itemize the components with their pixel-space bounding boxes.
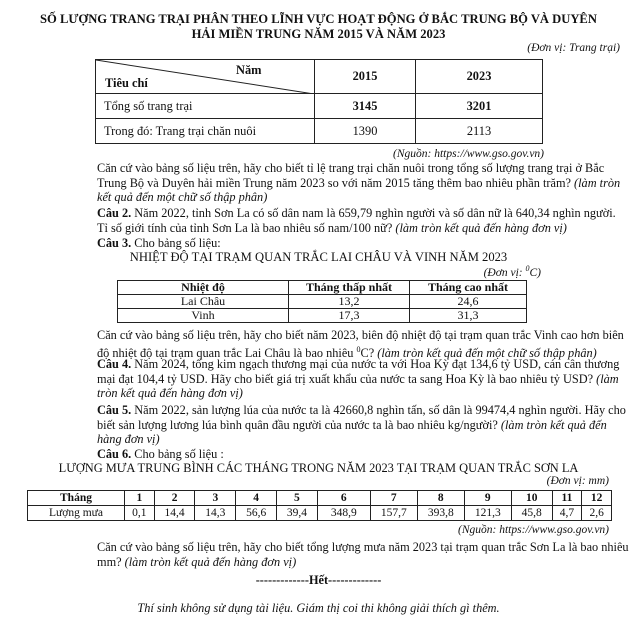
rainfall-table [27,490,612,521]
table3-month-8: 8 [417,491,464,506]
table3-rain-label: Lượng mưa [28,506,125,521]
table3-month-9: 9 [464,491,511,506]
question5-label: Câu 5. [97,403,132,417]
table3-rain-4: 56,6 [236,506,277,521]
question5-line1 [97,403,626,418]
question6-label: Câu 6. [97,447,132,461]
table1-row1-2023: 3201 [416,94,543,119]
question2-text: Năm 2022, tỉnh Sơn La có số dân nam là 659,79 nghìn người và số dân nữ là 640,34 nghìn người. [131,206,616,220]
table3-rain-9: 121,3 [464,506,511,521]
question1-line1: Căn cứ vào bảng số liệu trên, hãy cho biết tỉ lệ trang trại chăn nuôi trong tổng số lượng trang trại ở Bắc [97,161,605,175]
table1-row1-label: Tổng số trang trại [96,94,315,119]
question6-text: mm? [97,554,125,569]
table2-row2-high: 31,3 [410,309,527,323]
table1-title-line1: SỐ LƯỢNG TRANG TRẠI PHÂN THEO LĨNH VỰC HOẠT ĐỘNG Ở BẮC TRUNG BỘ VÀ DUYÊN [40,12,597,26]
question4-rounding: (làm [593,371,619,386]
table1-row1-2015: 3145 [315,94,416,119]
question1-line3: kết quả đến một chữ số thập phân) [97,190,268,205]
table3-unit: (Đơn vị: mm) [546,475,609,487]
question2-line2 [97,221,616,236]
table1-source: (Nguồn: https://www.gso.gov.vn) [393,148,544,160]
question2-line1 [97,206,616,221]
table3-month-7: 7 [370,491,417,506]
table3-month-label: Tháng [28,491,125,506]
table2-unit-c: C) [529,266,541,279]
table3-rain-5: 39,4 [277,506,318,521]
question1-rounding: (làm tròn [570,175,621,190]
table2-row1-station: Lai Châu [118,295,289,309]
table3-rain-1: 0,1 [125,506,155,521]
table1-unit: (Đơn vị: Trang trại) [527,42,620,54]
table1-row2-2015: 1390 [315,119,416,144]
question4 [97,357,619,401]
table3-rain-3: 14,3 [195,506,236,521]
question4-label: Câu 4. [97,357,132,371]
temperature-table [117,280,527,323]
table3-title: LƯỢNG MƯA TRUNG BÌNH CÁC THÁNG TRONG NĂM 2023 TẠI TRẠM QUAN TRẮC SƠN LA [58,461,579,475]
question2-ask: Tỉ số giới tính của tỉnh Sơn La là bao nhiêu số nam/100 nữ? [97,220,393,235]
footer-note: Thí sinh không sử dụng tài liệu. Giám thị coi thi không giải thích gì thêm. [137,601,500,615]
table2-row2-station: Vinh [118,309,289,323]
question2-label: Câu 2. [97,206,132,220]
table3-month-3: 3 [195,491,236,506]
question6-line2 [97,555,629,570]
table3-rain-row [28,506,612,521]
table1-year-2015: 2015 [315,60,416,94]
table2-unit-degree: 0 [525,264,530,273]
table1-corner-criteria: Tiêu chí [105,76,148,90]
table2-title: NHIỆT ĐỘ TẠI TRẠM QUAN TRẮC LAI CHÂU VÀ VINH NĂM 2023 [129,250,508,264]
question5-rounding: (làm tròn kết quả đến [497,417,607,432]
end-marker: -------------Hết------------- [255,573,382,587]
question5-text: Năm 2022, sản lượng lúa của nước ta là 42660,8 nghìn tấn, số dân là 99474,4 nghìn người. Hãy cho [131,403,626,417]
table2-row1-low: 13,2 [289,295,410,309]
table3-rain-11: 4,7 [552,506,582,521]
table3-month-6: 6 [317,491,370,506]
question4-line1 [97,357,619,372]
table1-row2-label: Trong đó: Trang trại chăn nuôi [96,119,315,144]
question1-text: Trung Bộ và Duyên hải miền Trung năm 2023 so với năm 2015 tăng thêm bao nhiêu phần trăm? [97,175,571,190]
question6-intro [97,447,224,462]
question3-intro [97,236,221,251]
table3-rain-6: 348,9 [317,506,370,521]
table3-month-4: 4 [236,491,277,506]
question6-rounding: (làm tròn kết quả đến hàng đơn vị) [124,554,297,569]
question3-text: độ nhiệt độ tại trạm quan trắc Lai Châu là bao nhiêu [97,345,357,360]
question3-rounding: (làm tròn kết quả đến một chữ số thập phân) [377,345,597,360]
table2-header-temp: Nhiệt độ [118,281,289,295]
table3-rain-7: 157,7 [370,506,417,521]
table3-rain-10: 45,8 [511,506,552,521]
question2 [97,206,616,235]
question3-label: Câu 3. [97,236,132,250]
question5-ask: biết sản lượng lương lúa bình quân đầu người của nước ta là bao nhiêu kg/người? [97,417,498,432]
table2-header-highest: Tháng cao nhất [410,281,527,295]
table3-month-5: 5 [277,491,318,506]
table1-corner-year: Năm [236,63,262,77]
table1-year-2023: 2023 [416,60,543,94]
question5-line2 [97,418,626,433]
table1-corner-cell [96,60,315,94]
table3-month-12: 12 [582,491,612,506]
question6-line1: Căn cứ vào bảng số liệu trên, hãy cho biết tổng lượng mưa năm 2023 tại trạm quan trắc Sơn La là bao nhiêu [97,540,629,554]
question5-line3: hàng đơn vị) [97,432,160,447]
table3-rain-2: 14,4 [154,506,195,521]
table3-source: (Nguồn: https://www.gso.gov.vn) [458,524,609,536]
table3-month-10: 10 [511,491,552,506]
table2-unit-text: (Đơn vị: [483,266,526,279]
question6-text: Cho bảng số liệu : [131,447,224,461]
table3-month-row [28,491,612,506]
question3-degree: 0 [356,344,361,354]
table3-month-2: 2 [154,491,195,506]
table3-month-1: 1 [125,491,155,506]
table2-row2-low: 17,3 [289,309,410,323]
table2-row1-high: 24,6 [410,295,527,309]
table2-unit [484,264,541,279]
question3-unit: C? [360,345,378,360]
question3-line1: Căn cứ vào bảng số liệu trên, hãy cho biết năm 2023, biên độ nhiệt độ tại trạm quan trắc Vinh cao hơn biên [97,328,624,342]
question4-line2 [97,372,619,387]
question4-text: Năm 2024, tổng kim ngạch thương mại của nước ta với Hoa Kỳ đạt 134,6 tỷ USD, cán cân thương [131,357,620,371]
table1-row2-2023: 2113 [416,119,543,144]
question1-line2 [97,176,620,191]
table3-rain-8: 393,8 [417,506,464,521]
question1 [97,161,620,205]
table1-title-line2: HẢI MIỀN TRUNG NĂM 2015 VÀ NĂM 2023 [191,27,446,41]
farm-table [95,59,543,144]
table3-month-11: 11 [552,491,582,506]
table2-header-lowest: Tháng thấp nhất [289,281,410,295]
question4-ask: mại đạt 104,4 tỷ USD. Hãy cho biết giá trị xuất khẩu của nước ta sang Hoa Kỳ là bao nhiêu tỷ USD? [97,371,594,386]
table3-rain-12: 2,6 [582,506,612,521]
question2-rounding: (làm tròn kết quả đến hàng đơn vị) [392,220,567,235]
question6 [97,540,629,569]
question5 [97,403,626,447]
question4-line3: tròn kết quả đến hàng đơn vị) [97,386,243,401]
question3 [97,328,624,360]
question3-text: Cho bảng số liệu: [131,236,221,250]
